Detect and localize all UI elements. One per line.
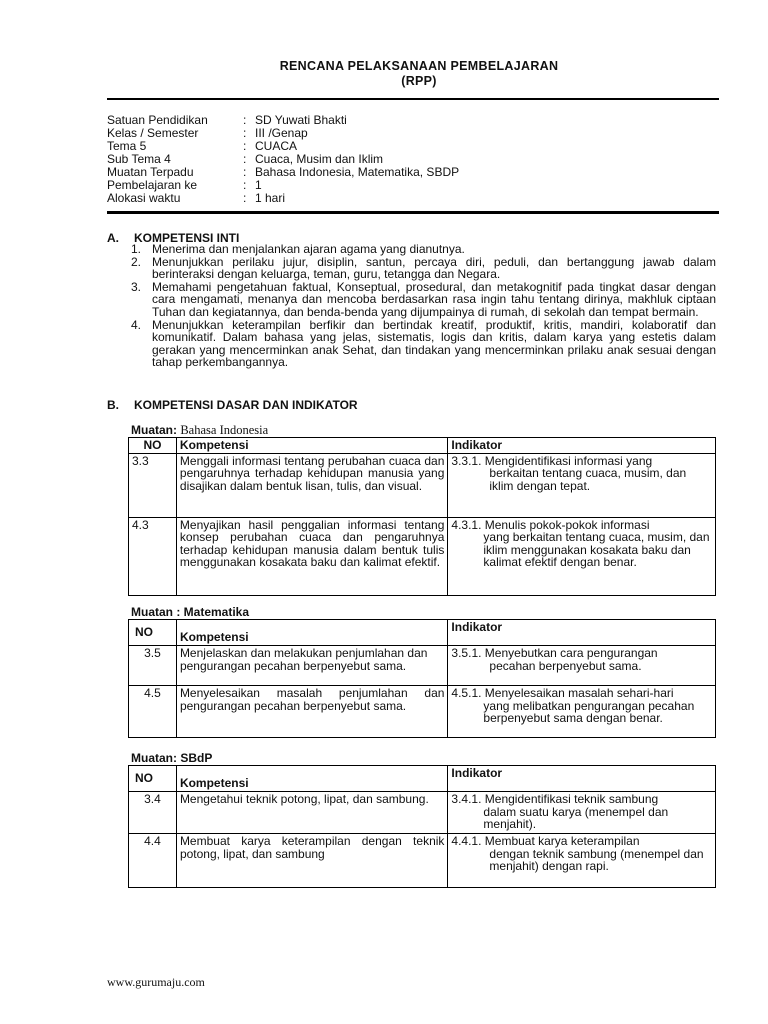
muatan-bahasa-label bbox=[131, 423, 268, 438]
cell-indikator bbox=[448, 792, 716, 834]
header-kompetensi: Kompetensi bbox=[176, 438, 447, 454]
info-value: 1 bbox=[255, 178, 262, 192]
header-kompetensi: Kompetensi bbox=[176, 766, 447, 792]
cell-kompetensi: Membuat karya keterampilan dengan teknik potong, lipat, dan sambung bbox=[176, 834, 447, 888]
cell-indikator bbox=[448, 834, 716, 888]
info-value: Bahasa Indonesia, Matematika, SBDP bbox=[255, 165, 460, 179]
cell-indikator bbox=[448, 646, 716, 686]
cell-kompetensi: Mengetahui teknik potong, lipat, dan sambung. bbox=[176, 792, 447, 834]
list-text: Menerima dan menjalankan ajaran agama yang dianutnya. bbox=[152, 242, 465, 256]
list-number: 3. bbox=[131, 279, 142, 294]
cell-indikator bbox=[448, 517, 716, 595]
list-number: 1. bbox=[131, 242, 142, 256]
document-title: RENCANA PELAKSANAAN PEMBELAJARAN bbox=[279, 59, 559, 73]
section-title: KOMPETENSI INTI bbox=[134, 231, 240, 245]
cell-no: 4.5 bbox=[129, 686, 177, 738]
bahasa-table bbox=[128, 437, 716, 596]
indikator-first-line: Membuat karya keterampilan bbox=[484, 834, 640, 848]
table-header-row bbox=[129, 438, 716, 454]
indikator-number: 4.5.1. bbox=[451, 686, 482, 700]
indikator-rest: yang melibatkan pengurangan pecahan berpenyebut sama dengan benar. bbox=[483, 698, 695, 726]
info-label: Satuan Pendidikan bbox=[107, 113, 208, 127]
cell-indikator bbox=[448, 453, 716, 517]
kompetensi-inti-list bbox=[131, 243, 716, 369]
header-no: NO bbox=[129, 620, 177, 646]
matematika-table bbox=[128, 619, 716, 738]
table-header-row bbox=[129, 620, 716, 646]
header-indikator: Indikator bbox=[448, 620, 716, 646]
info-value: III /Genap bbox=[255, 126, 308, 140]
cell-no: 3.3 bbox=[129, 453, 177, 517]
info-colon: : bbox=[243, 191, 247, 205]
indikator-number: 4.3.1. bbox=[451, 517, 482, 532]
table-header-row bbox=[129, 766, 716, 792]
indikator-number: 4.4.1. bbox=[451, 834, 482, 848]
cell-kompetensi: Menjelaskan dan melakukan penjumlahan dan pengurangan pecahan berpenyebut sama. bbox=[176, 646, 447, 686]
info-label: Alokasi waktu bbox=[107, 191, 181, 205]
table-row bbox=[129, 686, 716, 738]
table-row bbox=[129, 517, 716, 595]
info-divider bbox=[107, 211, 719, 214]
cell-no: 4.3 bbox=[129, 517, 177, 595]
table-row bbox=[129, 646, 716, 686]
cell-no: 4.4 bbox=[129, 834, 177, 888]
info-label: Muatan Terpadu bbox=[107, 165, 194, 179]
list-number: 4. bbox=[131, 317, 142, 332]
info-value: 1 hari bbox=[255, 191, 286, 205]
section-b-heading bbox=[107, 398, 358, 412]
indikator-number: 3.4.1. bbox=[451, 792, 482, 806]
indikator-first-line: Menyelesaikan masalah sehari-hari bbox=[484, 686, 674, 700]
table-row bbox=[129, 834, 716, 888]
info-value: SD Yuwati Bhakti bbox=[255, 113, 347, 127]
list-item bbox=[131, 319, 716, 369]
indikator-rest: berkaitan tentang cuaca, musim, dan iklim dengan tepat. bbox=[489, 466, 687, 493]
info-colon: : bbox=[243, 152, 247, 166]
indikator-first-line: Mengidentifikasi teknik sambung bbox=[484, 792, 659, 806]
header-no: NO bbox=[129, 438, 177, 454]
list-number: 2. bbox=[131, 254, 142, 269]
cell-kompetensi: Menyelesaikan masalah penjumlahan dan pengurangan pecahan berpenyebut sama. bbox=[176, 686, 447, 738]
sbdp-table bbox=[128, 765, 716, 888]
cell-kompetensi: Menggali informasi tentang perubahan cuaca dan pengaruhnya terhadap kehidupan manusia yang disajikan dalam bentuk lisan, tulis, dan visual. bbox=[176, 453, 447, 517]
indikator-first-line: Mengidentifikasi informasi yang bbox=[484, 453, 653, 468]
indikator-rest: yang berkaitan tentang cuaca, musim, dan iklim menggunakan kosakata baku dan kalimat efektif dengan benar. bbox=[483, 530, 710, 570]
header-indikator: Indikator bbox=[448, 438, 716, 454]
indikator-number: 3.5.1. bbox=[451, 646, 482, 660]
indikator-rest: dalam suatu karya (menempel dan menjahit). bbox=[483, 804, 669, 832]
info-value: Cuaca, Musim dan Iklim bbox=[255, 152, 384, 166]
muatan-subject: Bahasa Indonesia bbox=[180, 423, 269, 437]
info-colon: : bbox=[243, 165, 247, 179]
table-row bbox=[129, 453, 716, 517]
document-subtitle: (RPP) bbox=[401, 74, 437, 88]
section-letter: A. bbox=[107, 231, 119, 245]
indikator-rest: dengan teknik sambung (menempel dan menjahit) dengan rapi. bbox=[489, 846, 704, 874]
cell-no: 3.4 bbox=[129, 792, 177, 834]
cell-kompetensi: Menyajikan hasil penggalian informasi tentang konsep perubahan cuaca dan pengaruhnya terhadap kehidupan manusia dalam bentuk tulis menggunakan kosakata baku dan kalimat efektif. bbox=[176, 517, 447, 595]
info-value: CUACA bbox=[255, 139, 298, 153]
indikator-rest: pecahan berpenyebut sama. bbox=[489, 658, 642, 673]
header-no: NO bbox=[129, 766, 177, 792]
list-item bbox=[131, 256, 716, 281]
info-colon: : bbox=[243, 113, 247, 127]
list-text: Menunjukkan keterampilan berfikir dan bertindak kreatif, produktif, kritis, mandiri, kolaboratif dan komunikatif. Dalam bahasa yang jelas, sistematis, logis dan kritis, dalam karya yang estetis dalam gerakan yang mencerminkan anak Sehat, dan tindakan yang mencerminkan prilaku anak sesuai dengan tahap perkembangannya. bbox=[152, 317, 716, 370]
info-colon: : bbox=[243, 139, 247, 153]
list-text: Memahami pengetahuan faktual, Konseptual, prosedural, dan metakognitif pada tingkat dasar dengan cara mengamati, menanya dan mencoba berdasarkan rasa ingin tahu tentang dirinya, makhluk ciptaan Tuhan dan kegiatannya, dan benda-benda yang dijumpainya di rumah, di sekolah dan tempat bermain. bbox=[152, 279, 716, 319]
muatan-sbdp-label: Muatan: SBdP bbox=[131, 751, 213, 765]
cell-indikator bbox=[448, 686, 716, 738]
header-kompetensi: Kompetensi bbox=[176, 620, 447, 646]
indikator-first-line: Menyebutkan cara pengurangan bbox=[484, 646, 658, 660]
info-colon: : bbox=[243, 178, 247, 192]
list-item bbox=[131, 281, 716, 319]
info-label: Tema 5 bbox=[107, 139, 147, 153]
muatan-matematika-label: Muatan : Matematika bbox=[131, 605, 250, 619]
section-letter: B. bbox=[107, 398, 119, 412]
top-divider bbox=[107, 98, 719, 100]
indikator-first-line: Menulis pokok-pokok informasi bbox=[484, 517, 650, 532]
section-title: KOMPETENSI DASAR DAN INDIKATOR bbox=[134, 398, 358, 412]
info-label: Sub Tema 4 bbox=[107, 152, 171, 166]
muatan-prefix: Muatan: bbox=[131, 423, 177, 437]
footer-url: www.gurumaju.com bbox=[107, 975, 205, 989]
info-colon: : bbox=[243, 126, 247, 140]
table-row bbox=[129, 792, 716, 834]
info-label: Kelas / Semester bbox=[107, 126, 199, 140]
indikator-number: 3.3.1. bbox=[451, 453, 482, 468]
list-text: Menunjukkan perilaku jujur, disiplin, santun, percaya diri, peduli, dan bertanggung jawab dalam berinteraksi dengan keluarga, teman, guru, tetangga dan Negara. bbox=[152, 254, 716, 282]
info-label: Pembelajaran ke bbox=[107, 178, 198, 192]
header-indikator: Indikator bbox=[448, 766, 716, 792]
cell-no: 3.5 bbox=[129, 646, 177, 686]
